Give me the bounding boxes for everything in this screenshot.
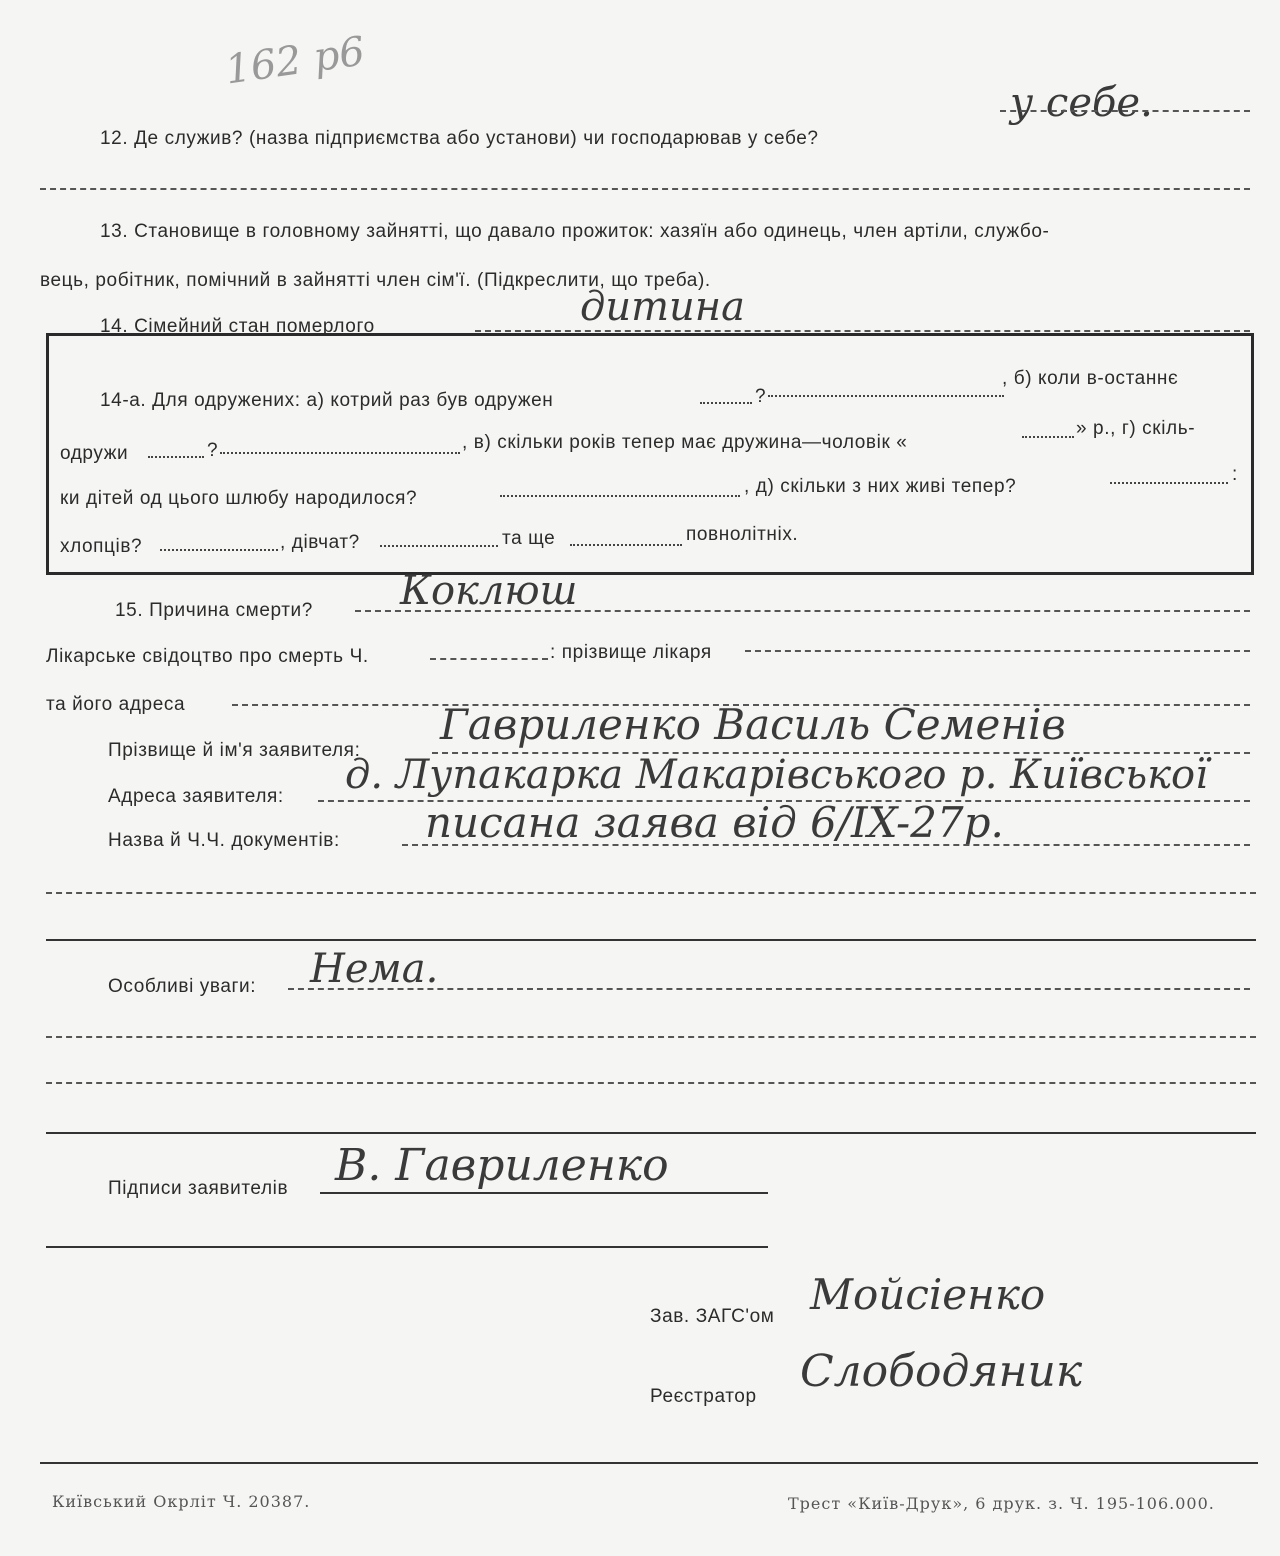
q14a-line4-b: , дівчат? bbox=[280, 532, 360, 553]
applicant-name-label: Прізвище й ім'я заявителя: bbox=[108, 740, 361, 761]
q14a-children-alive-field bbox=[1110, 482, 1228, 484]
notes-value: Нема. bbox=[310, 946, 439, 992]
zags-registrar-signature: Слободяник bbox=[800, 1346, 1083, 1397]
notes-line-2 bbox=[46, 1036, 1256, 1038]
applicant-docs-line bbox=[402, 844, 1250, 846]
applicant-address-value: д. Лупакарка Макарівського р. Київської bbox=[345, 752, 1208, 798]
section-divider-1 bbox=[46, 939, 1256, 941]
signatures-line-2 bbox=[46, 1246, 768, 1248]
cert-label: Лікарське свідоцтво про смерть Ч. bbox=[46, 646, 369, 667]
q14a-girls-field bbox=[380, 545, 498, 547]
q14a-line2-b: , в) скільки років тепер має дружина—чоловік « bbox=[462, 432, 908, 453]
q14a-line4-c: та ще bbox=[502, 528, 556, 549]
q14a-line2-q: ? bbox=[207, 440, 219, 461]
q15-label: 15. Причина смерти? bbox=[115, 600, 313, 621]
q14a-line1-q: ? bbox=[755, 386, 767, 407]
q13-line2: вець, робітник, помічний в зайнятті член сім'ї. (Підкреслити, що треба). bbox=[40, 270, 711, 291]
notes-line bbox=[288, 988, 1250, 990]
q14a-line3-b: , д) скільки з них живі тепер? bbox=[744, 476, 1017, 497]
q12-label: 12. Де служив? (назва підприємства або установи) чи господарював у себе? bbox=[100, 128, 819, 149]
signatures-value: В. Гавриленко bbox=[335, 1140, 669, 1191]
q15-answer: Коклюш bbox=[400, 568, 578, 614]
q14a-line3-a: ки дітей од цього шлюбу народилося? bbox=[60, 488, 418, 509]
q14-answer-line bbox=[475, 330, 1250, 332]
q14a-line2-a: одружи bbox=[60, 443, 129, 464]
q14a-spouse-age-field bbox=[1022, 436, 1074, 438]
cert-number-field bbox=[430, 658, 548, 660]
applicant-docs-continuation-line bbox=[46, 892, 1256, 894]
q14a-times-married-field-rest bbox=[768, 395, 1004, 397]
q14-answer: дитина bbox=[580, 284, 745, 330]
section-divider-2 bbox=[46, 1132, 1256, 1134]
applicant-docs-value: писана заява від 6/IX-27р. bbox=[425, 798, 1004, 847]
cert-doctor-label: : прізвище лікаря bbox=[550, 642, 712, 663]
footer-right: Трест «Київ-Друк», 6 друк. з. Ч. 195-106.000. bbox=[788, 1494, 1215, 1513]
signatures-label: Підписи заявителів bbox=[108, 1178, 289, 1199]
q15-answer-line bbox=[355, 610, 1250, 612]
q14a-last-married-field-rest bbox=[220, 452, 460, 454]
q14a-times-married-field bbox=[700, 402, 752, 404]
q14a-line3-c: : bbox=[1232, 464, 1238, 485]
q14a-line4-a: хлопців? bbox=[60, 536, 143, 557]
applicant-docs-label: Назва й Ч.Ч. документів: bbox=[108, 830, 340, 851]
archive-mark: 162 р6 bbox=[222, 28, 368, 94]
applicant-address-label: Адреса заявителя: bbox=[108, 786, 284, 807]
zags-registrar-label: Реєстратор bbox=[650, 1386, 757, 1407]
q14-label: 14. Сімейний стан померлого bbox=[100, 316, 375, 337]
cert-address-label: та його адреса bbox=[46, 694, 186, 715]
q14a-line2-c: » р., г) скіль- bbox=[1076, 418, 1196, 439]
q12-continuation-line bbox=[40, 188, 1250, 190]
q13-line1: 13. Становище в головному зайнятті, що давало прожиток: хазяїн або одинець, член артіли, службо- bbox=[100, 221, 1050, 242]
footer-divider bbox=[40, 1462, 1258, 1464]
signatures-line bbox=[320, 1192, 768, 1194]
applicant-name-value: Гавриленко Василь Семенів bbox=[440, 700, 1066, 749]
notes-line-3 bbox=[46, 1082, 1256, 1084]
zags-head-label: Зав. ЗАГС'ом bbox=[650, 1306, 775, 1327]
q12-answer-line bbox=[1000, 110, 1250, 112]
q14a-line1-a: 14-а. Для одружених: а) котрий раз був одружен bbox=[100, 390, 554, 411]
zags-head-signature: Мойсіенко bbox=[810, 1270, 1046, 1319]
q14a-line4-d: повнолітніх. bbox=[686, 524, 799, 545]
cert-doctor-field bbox=[745, 650, 1250, 652]
q14a-line1-b: , б) коли в-останнє bbox=[1002, 368, 1179, 389]
q14a-adults-field bbox=[570, 544, 682, 546]
q14a-boys-field bbox=[160, 549, 278, 551]
footer-left: Київський Окрліт Ч. 20387. bbox=[52, 1492, 311, 1511]
q14a-children-born-field bbox=[500, 495, 740, 497]
notes-label: Особливі уваги: bbox=[108, 976, 257, 997]
q12-answer: у себе. bbox=[1010, 80, 1153, 126]
q14a-last-married-field bbox=[148, 456, 204, 458]
